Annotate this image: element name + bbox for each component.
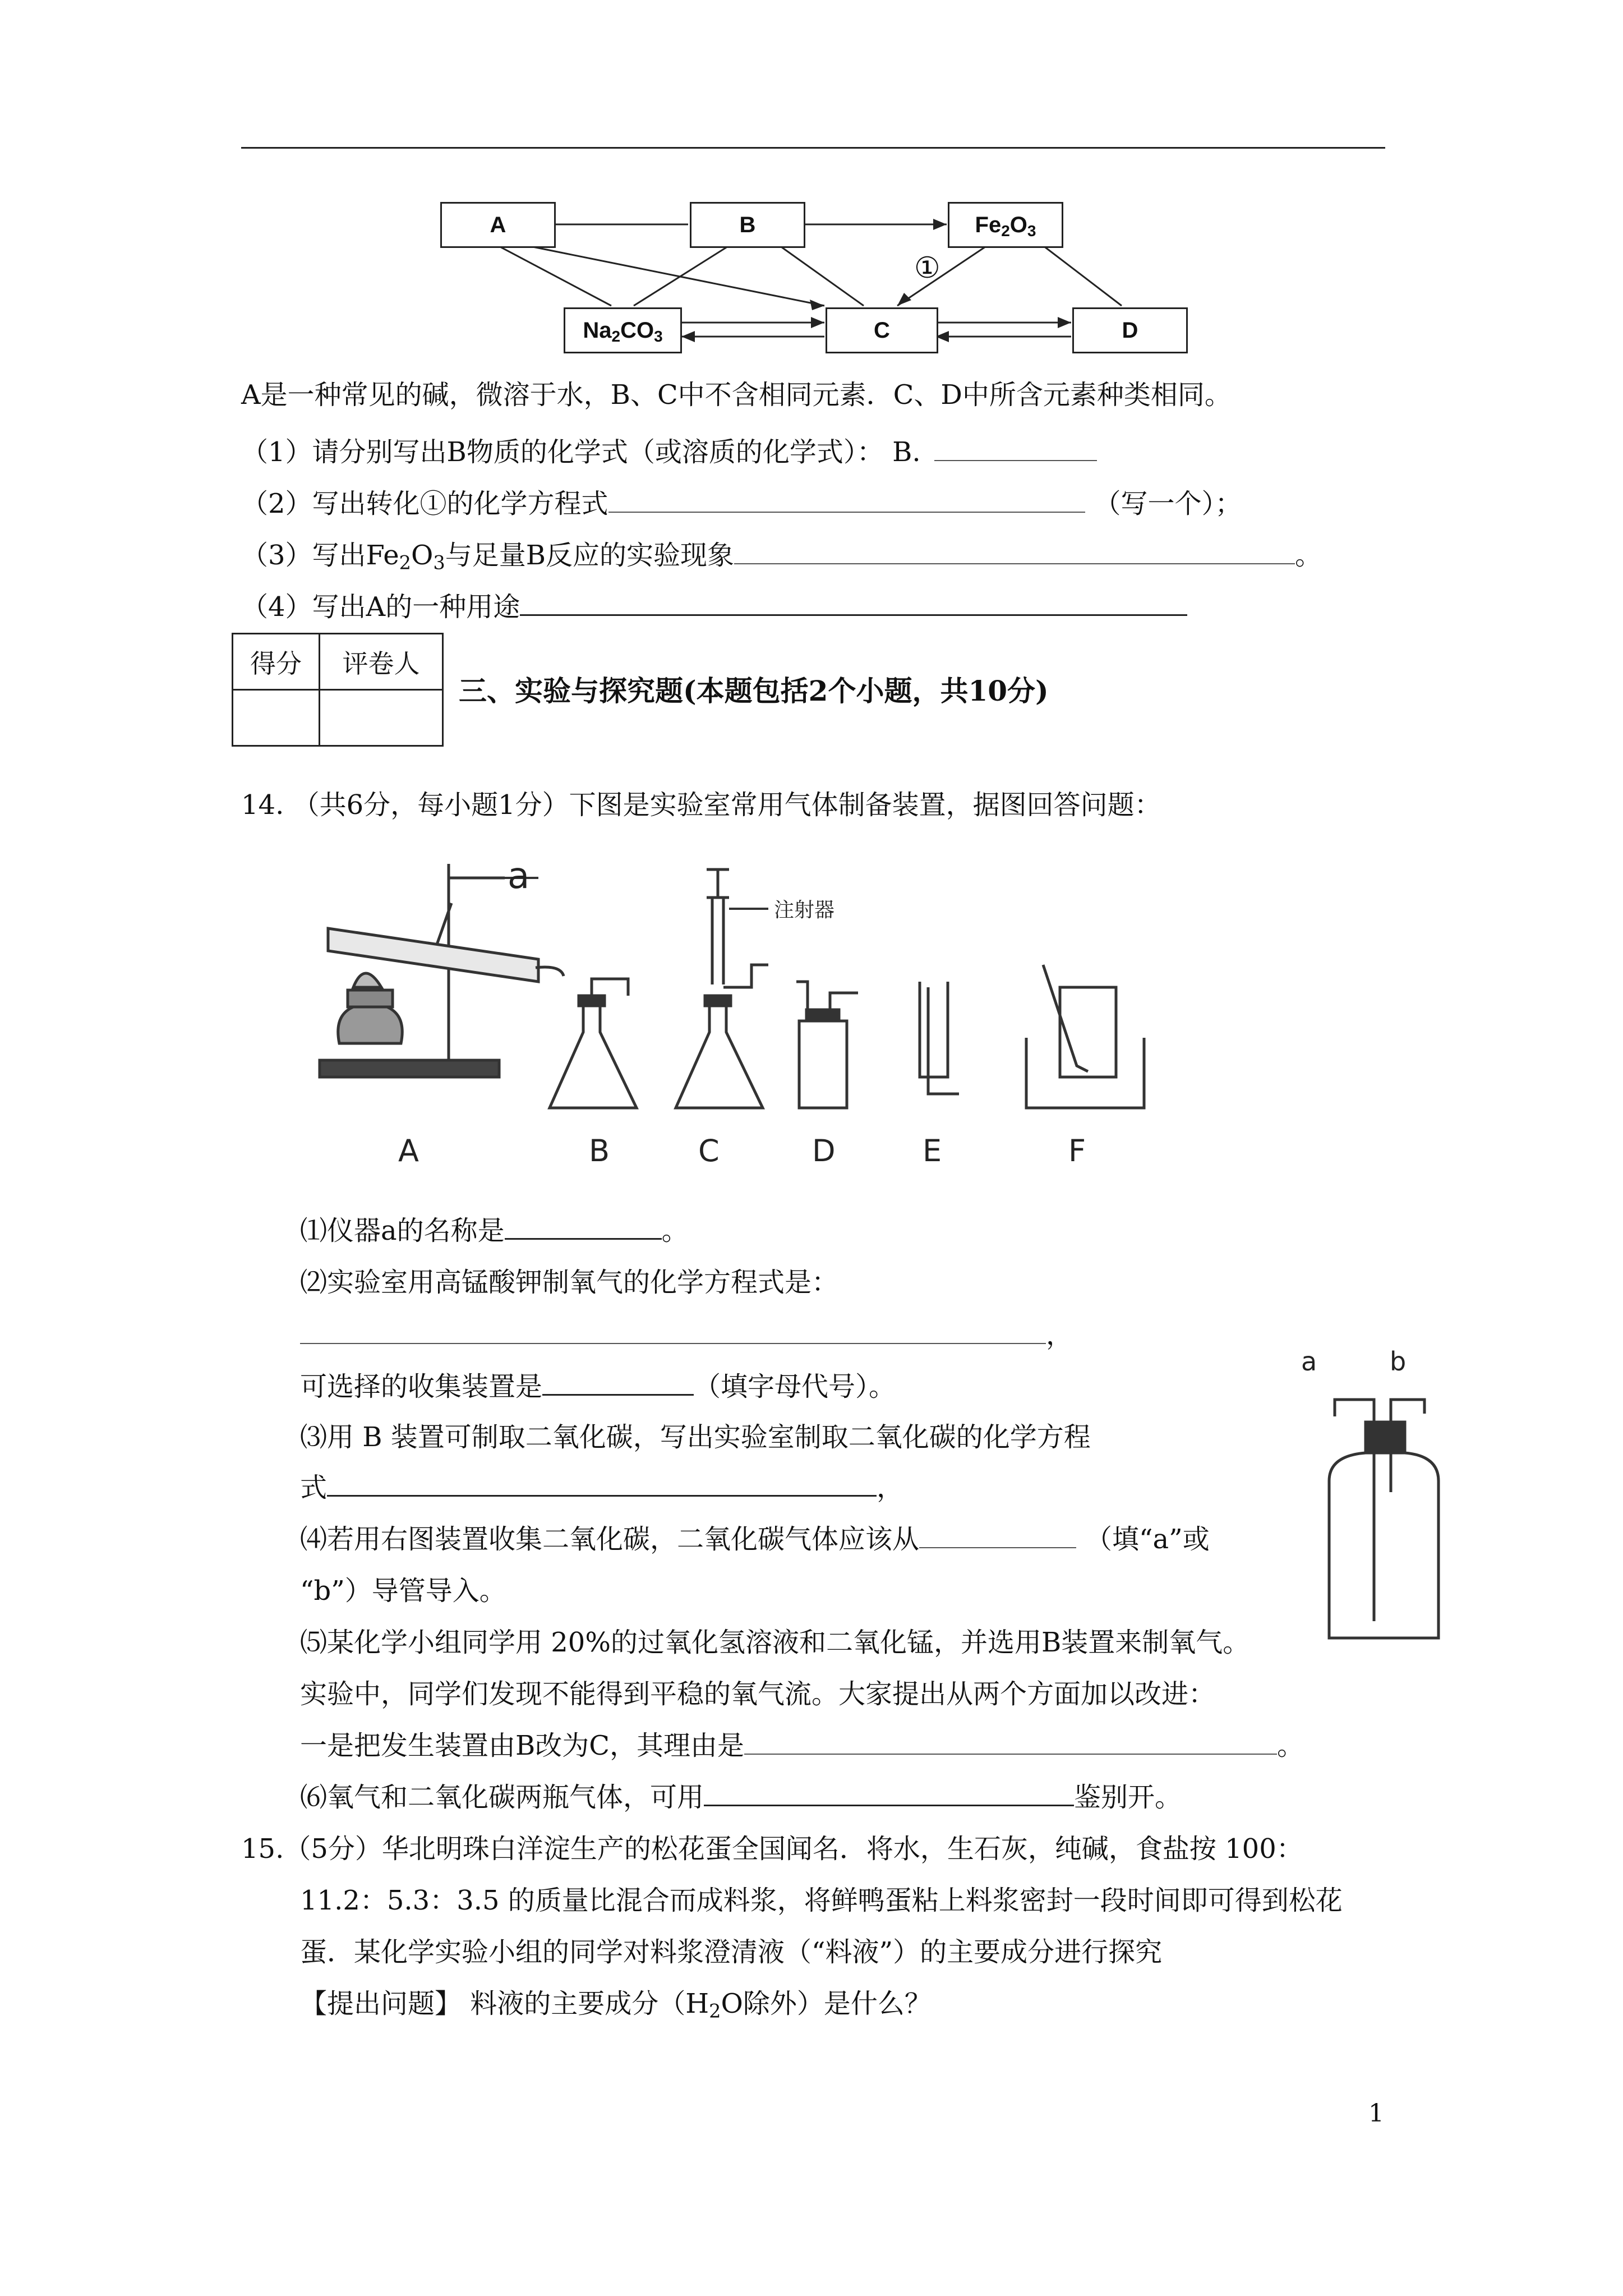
diagram-box-b: B [690,202,805,248]
score-header: 得分 [233,634,320,690]
score-table [232,633,444,747]
q14-sub3-eq: 式 ， [300,1470,903,1506]
gas-bottle-figure [1318,1391,1441,1649]
q14-sub4: ⑷若用右图装置收集二氧化碳，二氧化碳气体应该从 （填“a”或 [300,1524,1210,1555]
grader-header: 评卷人 [320,634,443,690]
apparatus-label-C: C [698,1133,720,1168]
q13-part1: （1）请分别写出B物质的化学式（或溶质的化学式）： B. [241,434,1097,470]
q14-sub5-cont1: 实验中，同学们发现不能得到平稳的氧气流。大家提出从两个方面加以改进： [300,1678,1216,1710]
reaction-diagram-lines [0,0,1623,393]
q15-line1: 15.（5分）华北明珠白洋淀生产的松花蛋全国闻名．将水，生石灰，纯碱，食盐按 100： [241,1833,1303,1865]
page-number: 1 [1368,2099,1384,2128]
diagram-box-d: D [1072,307,1188,353]
q14-sub2: ⑵实验室用高锰酸钾制氧气的化学方程式是： [300,1267,839,1298]
answer-blank[interactable] [608,487,1085,513]
q13-part2: （2）写出转化①的化学方程式 （写一个）； [241,488,1242,519]
q14-sub1: ⑴仪器a的名称是 。 [300,1213,689,1249]
q13-part4: （4）写出A的一种用途 [241,589,1187,625]
answer-blank[interactable] [327,1470,877,1497]
apparatus-label-a: a [508,855,530,897]
bottle-label-b: b [1390,1346,1407,1377]
q15-line2: 11.2：5.3：3.5 的质量比混合而成料浆，将鲜鸭蛋粘上料浆密封一段时间即可得到松花 [300,1885,1343,1916]
conversion-mark-1: ① [914,251,940,285]
diagram-box-c: C [826,307,938,353]
q14-title: 14. （共6分，每小题1分）下图是实验室常用气体制备装置，据图回答问题： [241,789,1161,821]
answer-blank[interactable] [704,1780,1074,1806]
score-cell[interactable] [233,690,320,746]
apparatus-label-A: A [398,1133,419,1168]
apparatus-label-E: E [923,1133,942,1168]
q15-line4: 【提出问题】 料液的主要成分（$H_2O$除外）是什么？ [300,1988,932,2022]
answer-blank[interactable] [734,539,1295,564]
answer-blank[interactable] [520,590,1187,616]
q14-sub3: ⑶用 B 装置可制取二氧化碳，写出实验室制取二氧化碳的化学方程 [300,1421,1091,1453]
q13-intro: A是一种常见的碱，微溶于水，B、C中不含相同元素．C、D中所含元素种类相同。 [241,379,1232,411]
q14-sub2-collect: 可选择的收集装置是 （填字母代号）。 [300,1369,896,1405]
bottle-label-a: a [1301,1346,1317,1377]
q14-sub2-equation: ， [300,1317,1073,1353]
q14-sub4-cont: “b”）导管导入。 [300,1575,506,1607]
q14-sub5-cont2: 一是把发生装置由B改为C，其理由是 。 [300,1730,1304,1761]
answer-blank[interactable] [744,1729,1277,1755]
section-3-title: 三、实验与探究题(本题包括2个小题，共10分) [459,674,1049,707]
answer-blank[interactable] [919,1522,1076,1548]
diagram-box-a: A [440,202,556,248]
apparatus-label-F: F [1068,1133,1086,1168]
apparatus-label-D: D [812,1133,836,1168]
answer-blank[interactable] [505,1213,662,1240]
grader-cell[interactable] [320,690,443,746]
apparatus-label-B: B [589,1133,610,1168]
q14-sub6: ⑹氧气和二氧化碳两瓶气体，可用 鉴别开。 [300,1779,1182,1815]
answer-blank[interactable] [542,1369,694,1396]
syringe-label: 注射器 [774,899,835,922]
lab-apparatus-figure [314,853,1189,1167]
q14-sub5: ⑸某化学小组同学用 20%的过氧化氢溶液和二氧化锰，并选用B装置来制氧气。 [300,1627,1250,1658]
q15-line3: 蛋．某化学实验小组的同学对料浆澄清液（“料液”）的主要成分进行探究 [300,1936,1163,1968]
answer-blank[interactable] [934,435,1097,461]
answer-blank[interactable] [300,1318,1046,1344]
diagram-box-na2co3: $Na_2CO_3$ [564,307,682,353]
q13-part3: （3）写出$Fe_2O_3$与足量B反应的实验现象 。 [241,540,1322,574]
diagram-box-fe2o3: $Fe_2O_3$ [948,202,1063,248]
